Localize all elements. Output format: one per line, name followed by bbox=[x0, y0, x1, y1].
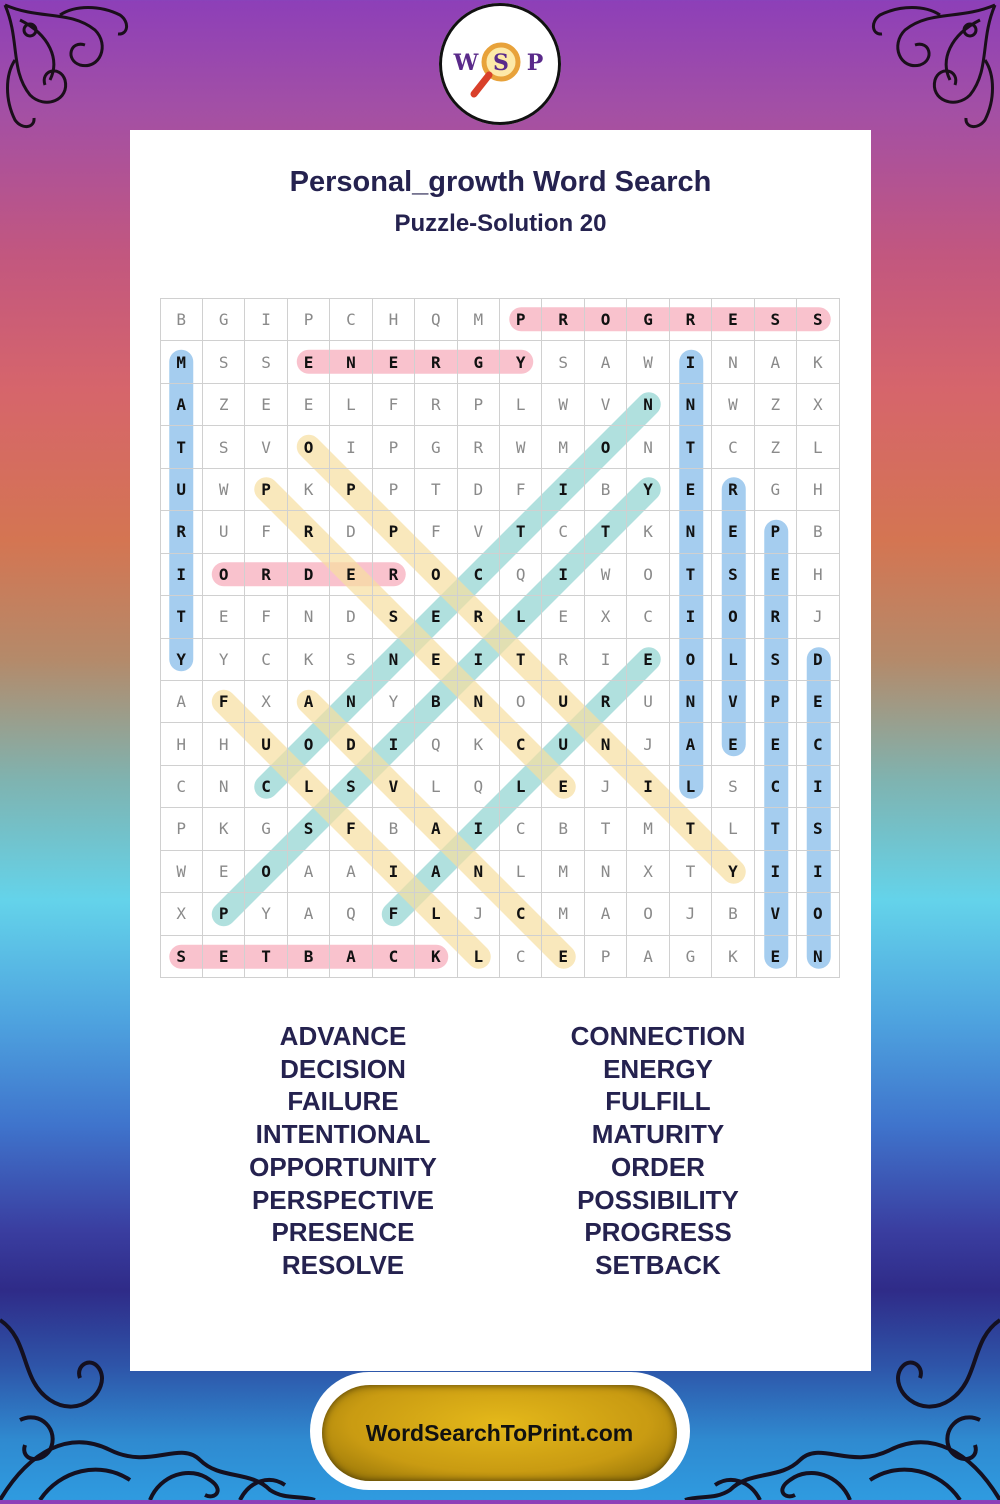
site-link-button[interactable] bbox=[322, 1385, 677, 1481]
grid-cell[interactable]: L bbox=[415, 893, 457, 935]
grid-cell[interactable]: N bbox=[330, 341, 372, 383]
grid-cell[interactable]: M bbox=[627, 808, 669, 850]
grid-cell[interactable]: X bbox=[161, 893, 203, 935]
grid-cell[interactable]: W bbox=[203, 469, 245, 511]
grid-cell[interactable]: V bbox=[373, 766, 415, 808]
grid-cell[interactable]: T bbox=[585, 511, 627, 553]
grid-cell[interactable]: G bbox=[627, 299, 669, 341]
grid-cell[interactable]: K bbox=[797, 341, 839, 383]
grid-cell[interactable]: U bbox=[203, 511, 245, 553]
grid-cell[interactable]: B bbox=[373, 808, 415, 850]
grid-cell[interactable]: O bbox=[203, 554, 245, 596]
grid-cell[interactable]: A bbox=[415, 851, 457, 893]
grid-cell[interactable]: L bbox=[288, 766, 330, 808]
grid-cell[interactable]: H bbox=[797, 469, 839, 511]
grid-cell[interactable]: W bbox=[500, 426, 542, 468]
grid-cell[interactable]: R bbox=[415, 384, 457, 426]
grid-cell[interactable]: N bbox=[670, 681, 712, 723]
grid-cell[interactable]: N bbox=[627, 384, 669, 426]
grid-cell[interactable]: R bbox=[288, 511, 330, 553]
grid-cell[interactable]: E bbox=[797, 681, 839, 723]
word-list-item: FULFILL bbox=[605, 1086, 711, 1117]
grid-cell[interactable]: M bbox=[542, 893, 584, 935]
grid-cell[interactable]: A bbox=[161, 681, 203, 723]
grid-cell[interactable]: E bbox=[415, 639, 457, 681]
grid-cell[interactable]: Q bbox=[330, 893, 372, 935]
grid-cell[interactable]: F bbox=[415, 511, 457, 553]
grid-cell[interactable]: N bbox=[330, 681, 372, 723]
grid-cell[interactable]: R bbox=[712, 469, 754, 511]
grid-cell[interactable]: X bbox=[627, 851, 669, 893]
word-list-item: CONNECTION bbox=[570, 1021, 746, 1051]
grid-cell[interactable]: R bbox=[161, 511, 203, 553]
grid-cell[interactable]: F bbox=[373, 384, 415, 426]
grid-cell[interactable]: Z bbox=[203, 384, 245, 426]
grid-cell[interactable]: O bbox=[500, 681, 542, 723]
grid-cell[interactable]: U bbox=[245, 723, 287, 765]
grid-cell[interactable]: C bbox=[245, 766, 287, 808]
grid-cell[interactable]: O bbox=[627, 554, 669, 596]
grid-cell[interactable]: E bbox=[755, 936, 797, 978]
corner-ornament-top-right bbox=[850, 0, 1000, 150]
word-list-item: ORDER bbox=[611, 1151, 705, 1182]
logo-letter-w: W bbox=[453, 50, 479, 76]
grid-cell[interactable]: S bbox=[288, 808, 330, 850]
grid-cell[interactable]: S bbox=[245, 341, 287, 383]
grid-cell[interactable]: N bbox=[585, 723, 627, 765]
grid-cell[interactable]: A bbox=[330, 851, 372, 893]
grid-cell[interactable]: A bbox=[288, 851, 330, 893]
grid-cell[interactable]: A bbox=[415, 808, 457, 850]
grid-cell[interactable]: O bbox=[670, 639, 712, 681]
grid-cell[interactable]: T bbox=[161, 426, 203, 468]
grid-cell[interactable]: F bbox=[330, 808, 372, 850]
grid-cell[interactable]: Y bbox=[712, 851, 754, 893]
grid-cell[interactable]: X bbox=[585, 596, 627, 638]
grid-cell[interactable]: C bbox=[500, 893, 542, 935]
grid-cell[interactable]: L bbox=[330, 384, 372, 426]
grid-cell[interactable]: E bbox=[542, 936, 584, 978]
word-list-item: DECISION bbox=[280, 1053, 406, 1084]
grid-cell[interactable]: N bbox=[797, 936, 839, 978]
grid-cell[interactable]: P bbox=[203, 893, 245, 935]
flourish-ornament-icon bbox=[0, 0, 150, 150]
grid-cell[interactable]: Q bbox=[458, 766, 500, 808]
grid-cell[interactable]: P bbox=[245, 469, 287, 511]
grid-cell[interactable]: O bbox=[415, 554, 457, 596]
grid-cell[interactable]: T bbox=[415, 469, 457, 511]
site-link-label: WordSearchToPrint.com bbox=[365, 1419, 634, 1446]
grid-cell[interactable]: I bbox=[585, 639, 627, 681]
grid-cell[interactable]: R bbox=[585, 681, 627, 723]
grid-cell[interactable]: S bbox=[373, 596, 415, 638]
grid-cell[interactable]: H bbox=[203, 723, 245, 765]
grid-cell[interactable]: B bbox=[161, 299, 203, 341]
grid-cell[interactable]: R bbox=[415, 341, 457, 383]
grid-cell[interactable]: J bbox=[670, 893, 712, 935]
grid-cell[interactable]: S bbox=[161, 936, 203, 978]
grid-cell[interactable]: Z bbox=[755, 426, 797, 468]
word-list-item: ADVANCE bbox=[279, 1021, 407, 1051]
flourish-ornament-icon bbox=[850, 0, 1000, 150]
grid-cell[interactable]: N bbox=[458, 851, 500, 893]
grid-cell[interactable]: O bbox=[627, 893, 669, 935]
grid-cell[interactable]: G bbox=[755, 469, 797, 511]
grid-cell[interactable]: F bbox=[373, 893, 415, 935]
grid-cell[interactable]: J bbox=[585, 766, 627, 808]
grid-cell[interactable]: C bbox=[245, 639, 287, 681]
grid-cell[interactable]: I bbox=[373, 723, 415, 765]
word-list-item: INTENTIONAL bbox=[255, 1119, 431, 1150]
grid-cell[interactable]: E bbox=[415, 596, 457, 638]
grid-cell[interactable]: S bbox=[203, 426, 245, 468]
grid-cell[interactable]: G bbox=[458, 341, 500, 383]
grid-cell[interactable]: L bbox=[500, 384, 542, 426]
grid-cell[interactable]: B bbox=[288, 936, 330, 978]
word-list-item: PERSPECTIVE bbox=[251, 1184, 435, 1215]
grid-cell[interactable]: C bbox=[373, 936, 415, 978]
grid-cell[interactable]: W bbox=[161, 851, 203, 893]
word-list-item: ENERGY bbox=[603, 1053, 713, 1084]
grid-cell[interactable]: G bbox=[203, 299, 245, 341]
grid-cell[interactable]: A bbox=[288, 681, 330, 723]
grid-cell[interactable]: P bbox=[500, 299, 542, 341]
grid-cell[interactable]: B bbox=[585, 469, 627, 511]
grid-cell[interactable]: I bbox=[245, 299, 287, 341]
grid-cell[interactable]: N bbox=[203, 766, 245, 808]
grid-cell[interactable]: B bbox=[712, 893, 754, 935]
grid-cell[interactable]: S bbox=[755, 639, 797, 681]
grid-cell[interactable]: E bbox=[542, 596, 584, 638]
grid-cell[interactable]: S bbox=[712, 766, 754, 808]
grid-cell[interactable]: L bbox=[500, 596, 542, 638]
grid-cell[interactable]: H bbox=[161, 723, 203, 765]
grid-cell[interactable]: L bbox=[712, 808, 754, 850]
grid-cell[interactable]: I bbox=[670, 596, 712, 638]
grid-cell[interactable]: C bbox=[627, 596, 669, 638]
grid-cell[interactable]: S bbox=[797, 299, 839, 341]
grid-cell[interactable]: Y bbox=[245, 893, 287, 935]
grid-cell[interactable]: L bbox=[712, 639, 754, 681]
grid-cell[interactable]: G bbox=[415, 426, 457, 468]
grid-cell[interactable]: R bbox=[542, 299, 584, 341]
grid-cell[interactable]: T bbox=[670, 808, 712, 850]
grid-cell[interactable]: P bbox=[288, 299, 330, 341]
grid-cell[interactable]: U bbox=[161, 469, 203, 511]
grid-cell[interactable]: F bbox=[203, 681, 245, 723]
grid-cell[interactable]: E bbox=[203, 596, 245, 638]
word-list-item: PROGRESS bbox=[584, 1217, 732, 1248]
grid-cell[interactable]: D bbox=[458, 469, 500, 511]
grid-cell[interactable]: A bbox=[585, 341, 627, 383]
grid-cell[interactable]: E bbox=[755, 723, 797, 765]
grid-cell[interactable]: V bbox=[585, 384, 627, 426]
word-list-left-column bbox=[218, 1020, 468, 1282]
grid-cell[interactable]: Q bbox=[500, 554, 542, 596]
word-search-grid bbox=[160, 298, 840, 978]
grid-cell[interactable]: L bbox=[797, 426, 839, 468]
grid-cell[interactable]: E bbox=[670, 469, 712, 511]
word-list-item: SETBACK bbox=[595, 1249, 721, 1280]
grid-cell[interactable]: B bbox=[415, 681, 457, 723]
word-list-item: POSSIBILITY bbox=[577, 1184, 739, 1215]
grid-cell[interactable]: Q bbox=[415, 299, 457, 341]
magnifier-icon bbox=[446, 10, 554, 118]
grid-cell[interactable]: V bbox=[712, 681, 754, 723]
grid-cell[interactable]: J bbox=[797, 596, 839, 638]
grid-cell[interactable]: P bbox=[373, 511, 415, 553]
grid-cell[interactable]: S bbox=[542, 341, 584, 383]
word-list-item: PRESENCE bbox=[271, 1217, 415, 1248]
grid-cell[interactable]: I bbox=[330, 426, 372, 468]
grid-cell[interactable]: K bbox=[288, 639, 330, 681]
grid-cell[interactable]: F bbox=[245, 511, 287, 553]
grid-cell[interactable]: C bbox=[500, 808, 542, 850]
grid-cell[interactable]: N bbox=[670, 511, 712, 553]
grid-cell[interactable]: D bbox=[330, 511, 372, 553]
grid-cell[interactable]: K bbox=[203, 808, 245, 850]
grid-cell[interactable]: C bbox=[500, 723, 542, 765]
grid-cell[interactable]: S bbox=[712, 554, 754, 596]
grid-cell[interactable]: V bbox=[458, 511, 500, 553]
grid-cell[interactable]: M bbox=[542, 426, 584, 468]
grid-cell[interactable]: H bbox=[797, 554, 839, 596]
grid-cell[interactable]: X bbox=[245, 681, 287, 723]
grid-cell[interactable]: T bbox=[755, 808, 797, 850]
grid-cell[interactable]: O bbox=[585, 426, 627, 468]
grid-cell[interactable]: E bbox=[203, 936, 245, 978]
grid-cell[interactable]: P bbox=[161, 808, 203, 850]
grid-cell[interactable]: P bbox=[585, 936, 627, 978]
grid-cell[interactable]: C bbox=[797, 723, 839, 765]
logo-letter-s: S bbox=[493, 50, 509, 76]
grid-cell[interactable]: G bbox=[670, 936, 712, 978]
grid-cell[interactable]: D bbox=[330, 723, 372, 765]
grid-cell[interactable]: M bbox=[161, 341, 203, 383]
grid-cell[interactable]: I bbox=[542, 554, 584, 596]
grid-cell[interactable]: B bbox=[797, 511, 839, 553]
grid-cell[interactable]: M bbox=[458, 299, 500, 341]
grid-cell[interactable]: R bbox=[245, 554, 287, 596]
grid-cell[interactable]: E bbox=[542, 766, 584, 808]
grid-cell[interactable]: E bbox=[627, 639, 669, 681]
grid-cell[interactable]: Y bbox=[500, 341, 542, 383]
puzzle-card bbox=[130, 130, 871, 1371]
grid-cell[interactable]: O bbox=[585, 299, 627, 341]
grid-cell[interactable]: N bbox=[627, 426, 669, 468]
grid-cell[interactable]: S bbox=[330, 639, 372, 681]
grid-cell[interactable]: S bbox=[330, 766, 372, 808]
grid-cell[interactable]: T bbox=[670, 554, 712, 596]
grid-cell[interactable]: U bbox=[542, 723, 584, 765]
grid-cell[interactable]: W bbox=[712, 384, 754, 426]
grid-cell[interactable]: D bbox=[288, 554, 330, 596]
grid-cell[interactable]: R bbox=[670, 299, 712, 341]
grid-cell[interactable]: C bbox=[161, 766, 203, 808]
grid-cell[interactable]: N bbox=[585, 851, 627, 893]
grid-cell[interactable]: Y bbox=[373, 681, 415, 723]
grid-cell[interactable]: T bbox=[585, 808, 627, 850]
grid-cell[interactable]: E bbox=[203, 851, 245, 893]
grid-cell[interactable]: S bbox=[755, 299, 797, 341]
grid-cell[interactable]: R bbox=[458, 426, 500, 468]
grid-cell[interactable]: E bbox=[330, 554, 372, 596]
grid-cell[interactable]: E bbox=[245, 384, 287, 426]
grid-cell[interactable]: P bbox=[373, 469, 415, 511]
grid-cell[interactable]: P bbox=[458, 384, 500, 426]
grid-cell[interactable]: C bbox=[542, 511, 584, 553]
grid-cell[interactable]: I bbox=[627, 766, 669, 808]
grid-cell[interactable]: R bbox=[755, 596, 797, 638]
grid-cell[interactable]: A bbox=[330, 936, 372, 978]
grid-cell[interactable]: N bbox=[288, 596, 330, 638]
grid-cell[interactable]: P bbox=[330, 469, 372, 511]
grid-cell[interactable]: K bbox=[415, 936, 457, 978]
grid-cell[interactable]: O bbox=[797, 893, 839, 935]
grid-cell[interactable]: T bbox=[500, 511, 542, 553]
grid-cell[interactable]: J bbox=[627, 723, 669, 765]
grid-cell[interactable]: S bbox=[203, 341, 245, 383]
grid-cell[interactable]: O bbox=[288, 723, 330, 765]
grid-cell[interactable]: K bbox=[288, 469, 330, 511]
grid-cell[interactable]: O bbox=[712, 596, 754, 638]
grid-cell[interactable]: Y bbox=[161, 639, 203, 681]
grid-cell[interactable]: I bbox=[755, 851, 797, 893]
grid-cell[interactable]: O bbox=[288, 426, 330, 468]
grid-cell[interactable]: H bbox=[373, 299, 415, 341]
word-list-item: MATURITY bbox=[591, 1119, 725, 1150]
site-logo[interactable] bbox=[439, 3, 561, 125]
grid-cell[interactable]: N bbox=[712, 341, 754, 383]
grid-cell[interactable]: E bbox=[288, 341, 330, 383]
grid-cell[interactable]: N bbox=[458, 681, 500, 723]
grid-cell[interactable]: L bbox=[500, 766, 542, 808]
grid-cell[interactable]: A bbox=[288, 893, 330, 935]
grid-cell[interactable]: I bbox=[670, 341, 712, 383]
grid-cell[interactable]: W bbox=[542, 384, 584, 426]
grid-cell[interactable]: C bbox=[458, 554, 500, 596]
grid-cell[interactable]: W bbox=[627, 341, 669, 383]
word-list-item: RESOLVE bbox=[281, 1249, 405, 1280]
grid-cell[interactable]: V bbox=[245, 426, 287, 468]
grid-cell[interactable]: I bbox=[797, 766, 839, 808]
grid-cell[interactable]: P bbox=[373, 426, 415, 468]
grid-cell[interactable]: K bbox=[712, 936, 754, 978]
grid-cell[interactable]: S bbox=[797, 808, 839, 850]
grid-cell[interactable]: R bbox=[373, 554, 415, 596]
grid-cell[interactable]: A bbox=[755, 341, 797, 383]
grid-cell[interactable]: K bbox=[627, 511, 669, 553]
grid-cell[interactable]: B bbox=[542, 808, 584, 850]
grid-cell[interactable]: U bbox=[542, 681, 584, 723]
grid-cell[interactable]: T bbox=[245, 936, 287, 978]
grid-cell[interactable]: M bbox=[542, 851, 584, 893]
grid-cell[interactable]: T bbox=[161, 596, 203, 638]
grid-cell[interactable]: T bbox=[500, 639, 542, 681]
grid-cell[interactable]: L bbox=[415, 766, 457, 808]
grid-cell[interactable]: D bbox=[330, 596, 372, 638]
grid-cell[interactable]: I bbox=[458, 639, 500, 681]
grid-cell[interactable]: L bbox=[670, 766, 712, 808]
grid-cell[interactable]: Q bbox=[415, 723, 457, 765]
grid-cell[interactable]: N bbox=[373, 639, 415, 681]
grid-cell[interactable]: I bbox=[542, 469, 584, 511]
grid-cell[interactable]: L bbox=[500, 851, 542, 893]
grid-cell[interactable]: I bbox=[161, 554, 203, 596]
grid-cell[interactable]: E bbox=[288, 384, 330, 426]
grid-cell[interactable]: E bbox=[373, 341, 415, 383]
grid-cell[interactable]: E bbox=[712, 299, 754, 341]
word-list bbox=[130, 1020, 871, 1282]
grid-cell[interactable]: A bbox=[670, 723, 712, 765]
grid-cell[interactable]: G bbox=[245, 808, 287, 850]
grid-cell[interactable]: E bbox=[712, 511, 754, 553]
word-list-item: OPPORTUNITY bbox=[249, 1151, 437, 1182]
grid-cell[interactable]: V bbox=[755, 893, 797, 935]
logo-letter-p: P bbox=[526, 50, 544, 76]
grid-cell[interactable]: T bbox=[670, 851, 712, 893]
grid-cell[interactable]: I bbox=[373, 851, 415, 893]
grid-cell[interactable]: O bbox=[245, 851, 287, 893]
grid-cell[interactable]: P bbox=[755, 511, 797, 553]
word-list-item: FAILURE bbox=[287, 1086, 399, 1117]
grid-cell[interactable]: L bbox=[458, 936, 500, 978]
letter-grid bbox=[160, 298, 840, 978]
grid-cell[interactable]: I bbox=[458, 808, 500, 850]
grid-cell[interactable]: U bbox=[627, 681, 669, 723]
grid-cell[interactable]: X bbox=[797, 384, 839, 426]
grid-cell[interactable]: A bbox=[585, 893, 627, 935]
grid-cell[interactable]: Z bbox=[755, 384, 797, 426]
grid-cell[interactable]: Y bbox=[203, 639, 245, 681]
grid-cell[interactable]: E bbox=[755, 554, 797, 596]
grid-cell[interactable]: R bbox=[542, 639, 584, 681]
grid-cell[interactable]: N bbox=[670, 384, 712, 426]
grid-cell[interactable]: R bbox=[458, 596, 500, 638]
grid-cell[interactable]: F bbox=[245, 596, 287, 638]
grid-cell[interactable]: I bbox=[797, 851, 839, 893]
word-list-right-column bbox=[533, 1020, 783, 1282]
grid-cell[interactable]: T bbox=[670, 426, 712, 468]
grid-cell[interactable]: W bbox=[585, 554, 627, 596]
grid-cell[interactable]: A bbox=[627, 936, 669, 978]
puzzle-title: Personal_growth Word Search bbox=[289, 166, 712, 198]
grid-cell[interactable]: Y bbox=[627, 469, 669, 511]
grid-cell[interactable]: P bbox=[755, 681, 797, 723]
grid-cell[interactable]: F bbox=[500, 469, 542, 511]
corner-ornament-top-left bbox=[0, 0, 150, 150]
grid-cell[interactable]: A bbox=[161, 384, 203, 426]
puzzle-subtitle: Puzzle-Solution 20 bbox=[394, 210, 607, 237]
grid-cell[interactable]: D bbox=[797, 639, 839, 681]
grid-cell[interactable]: C bbox=[712, 426, 754, 468]
grid-cell[interactable]: C bbox=[500, 936, 542, 978]
grid-cell[interactable]: E bbox=[712, 723, 754, 765]
grid-cell[interactable]: C bbox=[330, 299, 372, 341]
grid-cell[interactable]: J bbox=[458, 893, 500, 935]
grid-cell[interactable]: C bbox=[755, 766, 797, 808]
grid-cell[interactable]: K bbox=[458, 723, 500, 765]
